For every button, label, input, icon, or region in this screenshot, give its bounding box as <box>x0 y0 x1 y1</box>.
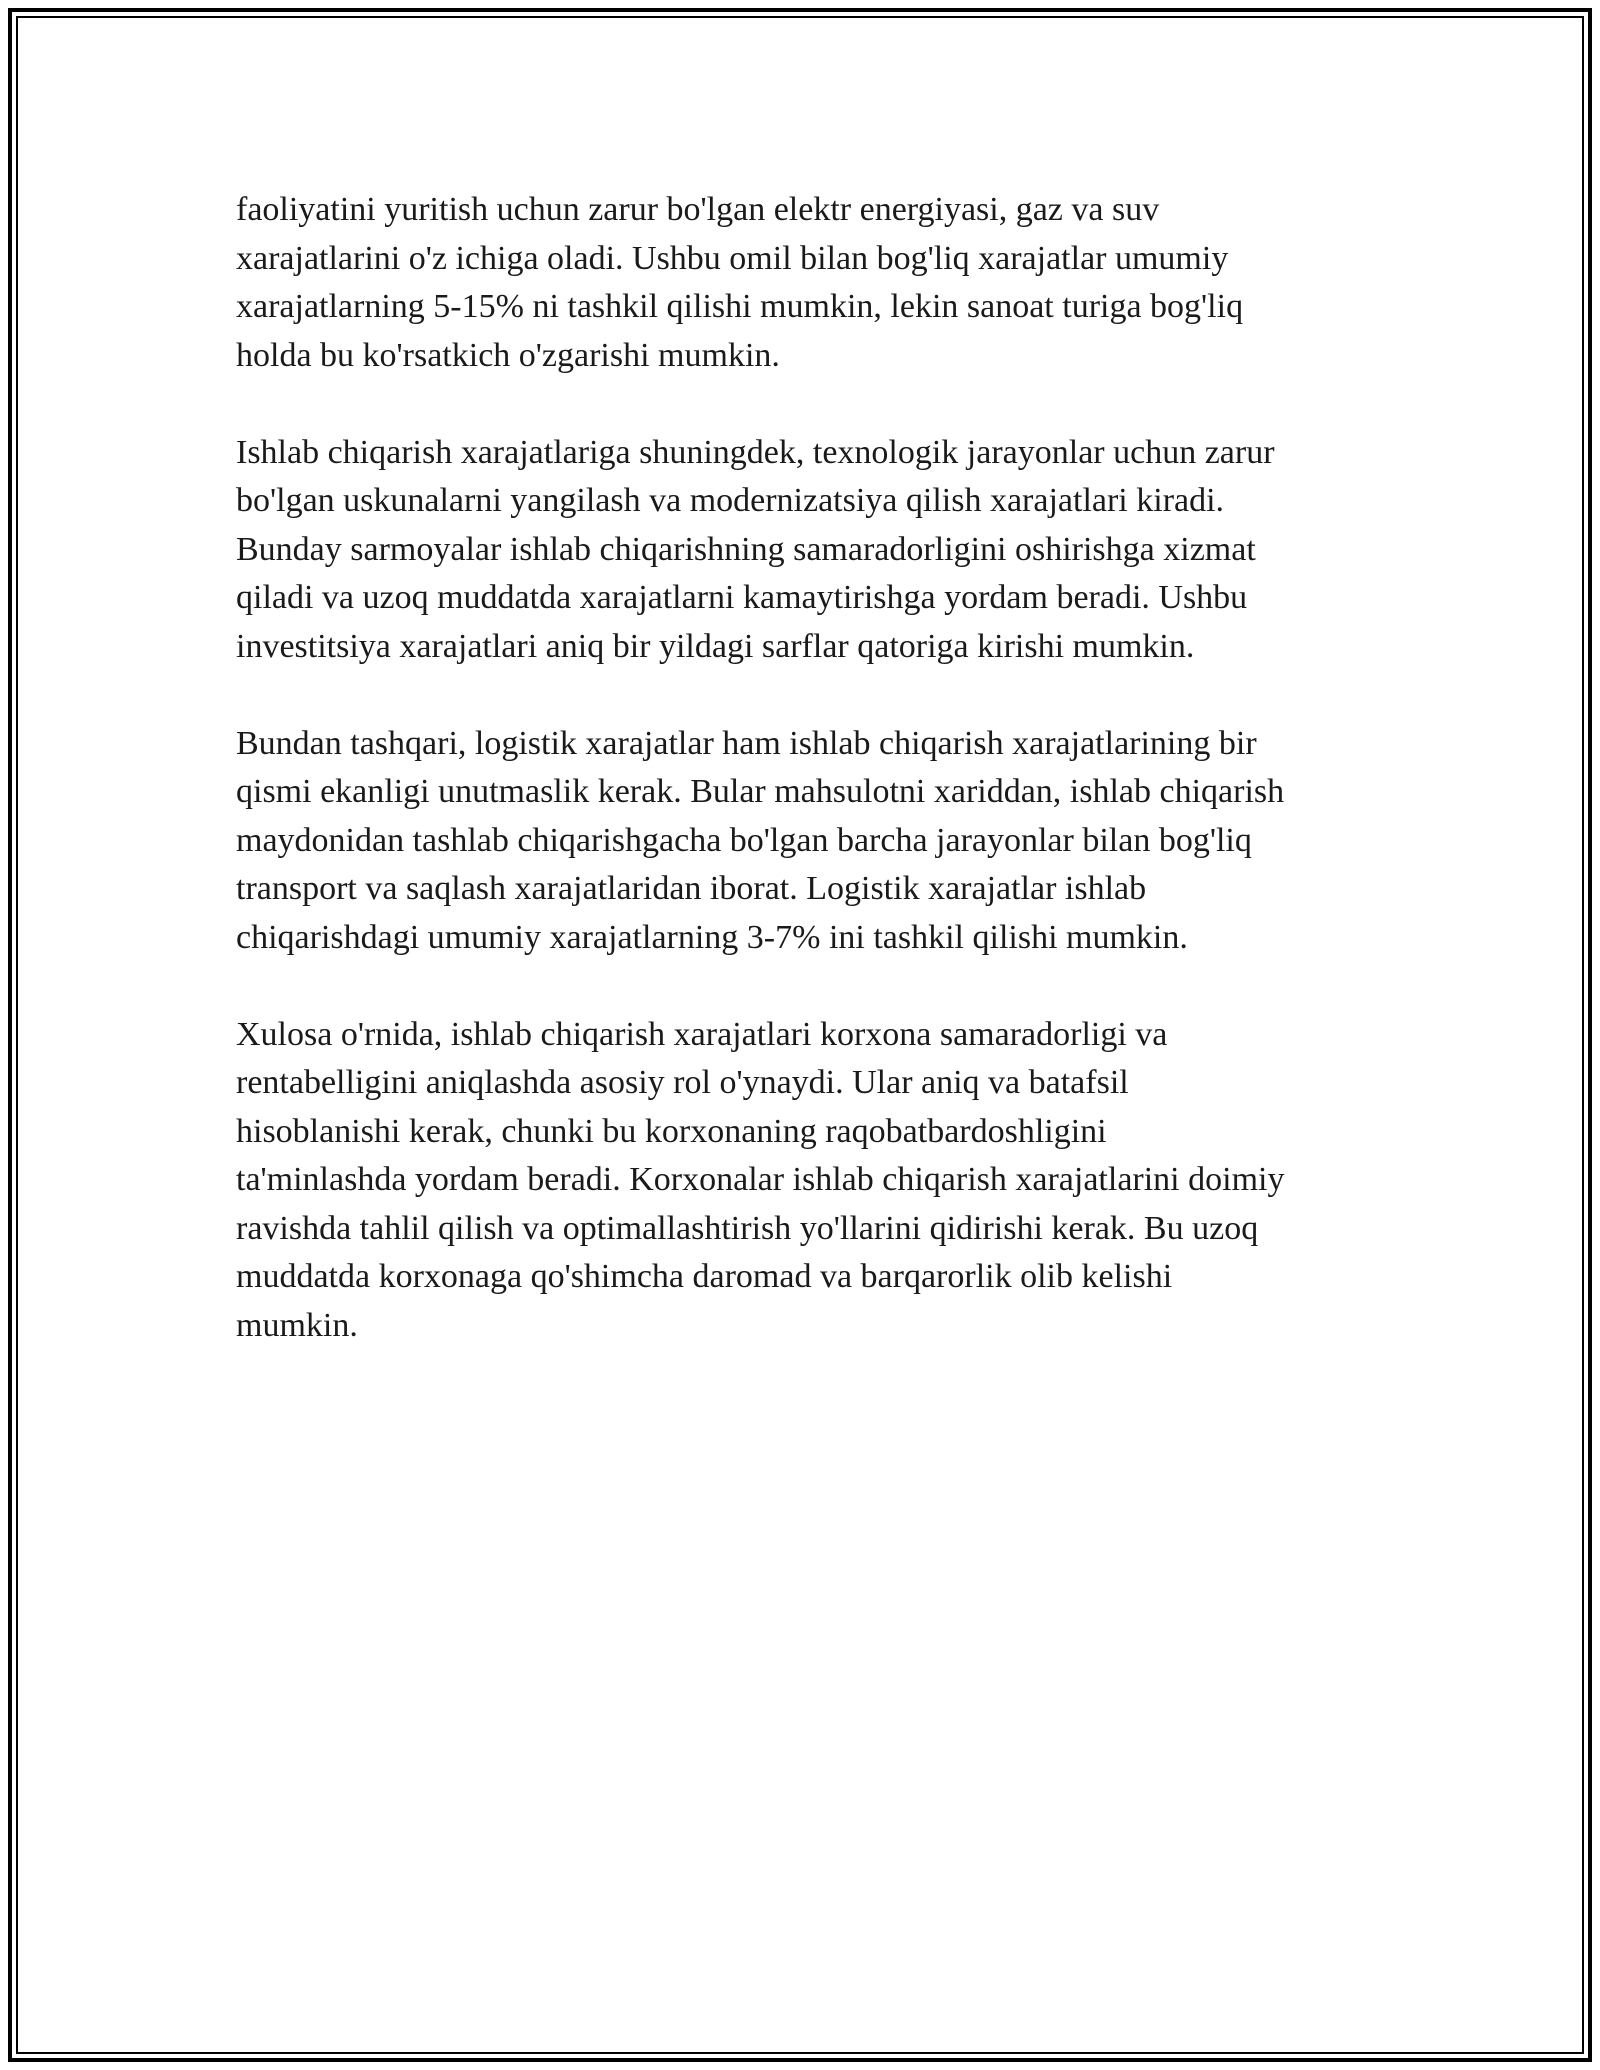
paragraph-equipment-modernization: Ishlab chiqarish xarajatlariga shuningdek, texnologik jarayonlar uchun zarur bo'lgan uskunalarni yangilash va modernizatsiya qilish xarajatlari kiradi. Bunday sarmoyalar ishlab chiqarishning samaradorligini oshirishga xizmat qiladi va uzoq muddatda xarajatlarni kamaytirishga yordam beradi. Ushbu investitsiya xarajatlari aniq bir yildagi sarflar qatoriga kirishi mumkin. <box>236 433 1275 665</box>
document-body <box>236 186 1376 1399</box>
paragraph-logistics-costs: Bundan tashqari, logistik xarajatlar ham ishlab chiqarish xarajatlarining bir qismi ekanligi unutmaslik kerak. Bular mahsulotni xariddan, ishlab chiqarish maydonidan tashlab chiqarishgacha bo'lgan barcha jarayonlar bilan bog'liq transport va saqlash xarajatlaridan iborat. Logistik xarajatlar ishlab chiqarishdagi umumiy xarajatlarning 3-7% ini tashkil qilishi mumkin. <box>236 724 1285 956</box>
paragraph-conclusion: Xulosa o'rnida, ishlab chiqarish xarajatlari korxona samaradorligi va rentabelligini aniqlashda asosiy rol o'ynaydi. Ular aniq va batafsil hisoblanishi kerak, chunki bu korxonaning raqobatbardoshligini ta'minlashda yordam beradi. Korxonalar ishlab chiqarish xarajatlarini doimiy ravishda tahlil qilish va optimallashtirish yo'llarini qidirishi kerak. Bu uzoq muddatda korxonaga qo'shimcha daromad va barqarorlik olib kelishi mumkin. <box>236 1015 1285 1344</box>
paragraph-utilities-costs: faoliyatini yuritish uchun zarur bo'lgan elektr energiyasi, gaz va suv xarajatlarini o'z ichiga oladi. Ushbu omil bilan bog'liq xarajatlar umumiy xarajatlarning 5-15% ni tashkil qilishi mumkin, lekin sanoat turiga bog'liq holda bu ko'rsatkich o'zgarishi mumkin. <box>236 191 1244 374</box>
